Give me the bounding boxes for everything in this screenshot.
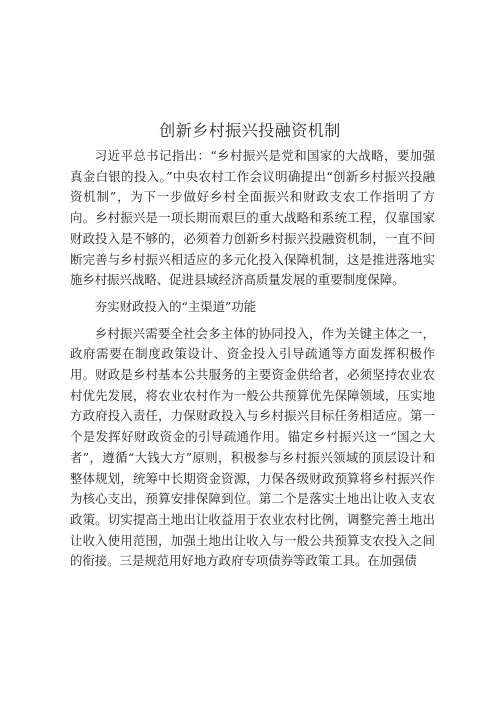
document-title: 创新乡村振兴投融资机制 <box>159 121 341 140</box>
paragraph-fiscal: 乡村振兴需要全社会多主体的协同投入，作为关键主体之一，政府需要在制度政策设计、资金投入引导疏通等方面发挥积极作用。财政是乡村基本公共服务的主要资金供给者，必须坚持农业农村优先发展，将农业农村作为一般公共预算优先保障领域，压实地方政府投入责任，力保财政投入与乡村振兴目标任务相适应。第一个是发挥好财政资金的引导疏通作用。锚定乡村振兴这一“国之大者”，遵循“大钱大方”原则，积极参与乡村振兴领域的顶层设计和整体规划，统筹中长期资金资源，力保各级财政预算将乡村振兴作为核心支出，预算安排保障到位。第二个是落实土地出让收入支农政策。切实提高土地出让收益用于农业农村比例，调整完善土地出让收入使用范围，加强土地出让收入与一般公共预算支农投入之间的衔接。三是规范用好地方政府专项债券等政策工具。在加强债 <box>70 325 435 569</box>
paragraph-intro: 习近平总书记指出：“乡村振兴是党和国家的大战略，要加强真金白银的投入。”中央农村工作会议明确提出“创新乡村振兴投融资机制”，为下一步做好乡村全面振兴和财政支农工作指明了方向。乡村振兴是一项长期而艰巨的重大战略和系统工程，仅靠国家财政投入是不够的，必须着力创新乡村振兴投融资机制，一直不间断完善与乡村振兴相适应的多元化投入保障机制，这是推进落地实施乡村振兴战略、促进县域经济高质量发展的重要制度保障。 <box>70 148 435 288</box>
section-heading: 夯实财政投入的“主渠道”功能 <box>94 298 257 314</box>
document-body <box>70 146 435 578</box>
